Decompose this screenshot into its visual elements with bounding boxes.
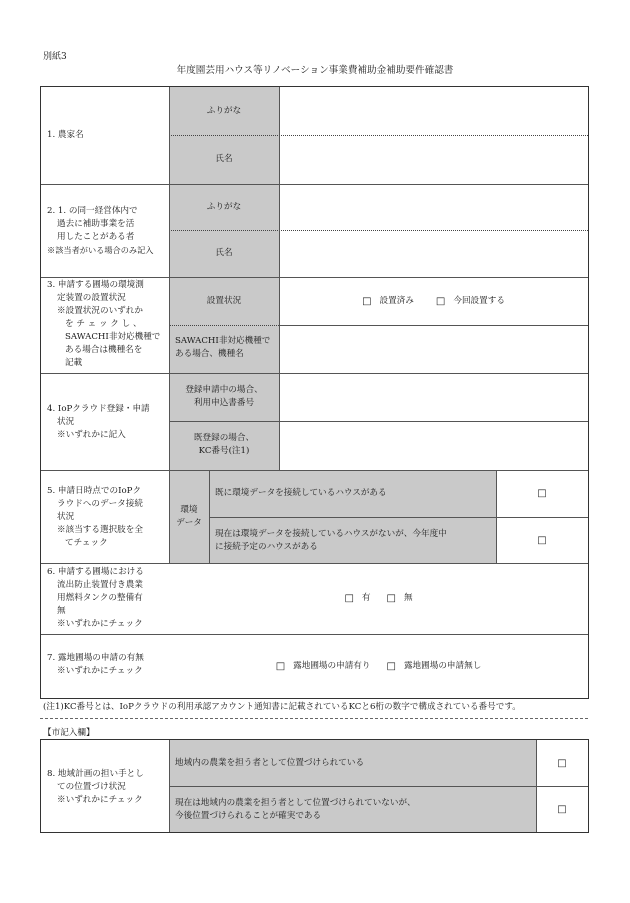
- r2-name-field[interactable]: [280, 231, 587, 276]
- r7-no-checkbox[interactable]: □: [386, 660, 396, 672]
- city-opt2-checkbox[interactable]: □: [557, 803, 567, 815]
- r2-furigana-field[interactable]: [280, 185, 587, 229]
- city-heading: 【市記入欄】: [43, 728, 95, 738]
- r6-options: [169, 563, 588, 634]
- city-opt1-label: 地域内の農業を担う者として位置づけられている: [175, 757, 365, 768]
- city-opt1-checkbox[interactable]: □: [557, 757, 567, 769]
- r3-label: 3. 申請する圃場の環境測 定装置の設置状況 ※設置状況のいずれか を チ ェ ッ ク し 、 SAWACHI非対応機種で ある場合は機種名を 記載: [47, 280, 161, 368]
- r3-install-now-label: 今回設置する: [453, 295, 505, 306]
- r3-status-options: [279, 277, 588, 325]
- city-label: 8. 地域計画の担い手とし ての位置づけ状況 ※いずれかにチェック: [47, 769, 144, 805]
- r6-label: 6. 申請する圃場における 流出防止装置付き農業 用燃料タンクの整備有 無 ※いずれかにチェック: [47, 567, 144, 629]
- r6-no-label: 無: [403, 593, 413, 603]
- r7-yes-checkbox[interactable]: □: [275, 660, 286, 672]
- r2-label: 2. 1. の同一経営体内で 過去に補助事業を活 用したことがある者 ※該当者がいる場合のみ記入: [47, 206, 154, 255]
- r5-env-label: 環境 データ: [176, 505, 202, 528]
- r3-install-now-checkbox[interactable]: □: [435, 295, 446, 307]
- r1-name-field[interactable]: [280, 136, 587, 183]
- r3-model-field[interactable]: [280, 326, 587, 372]
- r5-label: 5. 申請日時点でのIoPク ラウドへのデータ接続 状況 ※該当する選択肢を全 てチェック: [47, 486, 143, 548]
- r3-installed-label: 設置済み: [379, 295, 414, 306]
- divider: [40, 718, 588, 719]
- r1-label: 1. 農家名: [47, 130, 84, 140]
- r1-name-label: 氏名: [215, 154, 233, 164]
- r2-name-label: 氏名: [215, 248, 233, 258]
- r6-no-checkbox[interactable]: □: [386, 593, 396, 604]
- city-opt2-label: 現在は地域内の農業を担う者として位置づけられていないが、 今後位置づけられることが確実である: [175, 798, 416, 821]
- document-title: 年度園芸用ハウス等リノベーション事業費補助金補助要件確認書: [176, 65, 454, 76]
- city-form-table: [40, 739, 589, 833]
- r4-label: 4. IoPクラウド登録・申請 状況 ※いずれかに記入: [47, 404, 150, 440]
- r7-no-label: 露地圃場の申請無し: [403, 660, 482, 671]
- r4-registered-label: 既登録の場合、 KC番号(注1): [193, 433, 255, 456]
- r5-opt2-label: 現在は環境データを接続しているハウスがないが、今年度中 に接続予定のハウスがある: [215, 529, 447, 552]
- r7-yes-label: 露地圃場の申請有り: [293, 660, 371, 671]
- main-form-table: [40, 86, 589, 699]
- r4-applying-field[interactable]: [280, 374, 587, 420]
- r5-opt1-checkbox[interactable]: □: [537, 488, 547, 499]
- r6-yes-checkbox[interactable]: □: [344, 593, 354, 604]
- r3-status-label: 設置状況: [206, 295, 242, 306]
- r1-furigana-label: ふりがな: [206, 105, 242, 116]
- r3-installed-checkbox[interactable]: □: [362, 295, 372, 307]
- r7-options: [169, 634, 588, 698]
- r7-label: 7. 露地圃場の申請の有無 ※いずれかにチェック: [47, 653, 144, 676]
- doc-label: 別紙3: [43, 52, 67, 62]
- r3-model-label: SAWACHI非対応機種で ある場合、機種名: [175, 336, 271, 359]
- r4-applying-label: 登録申請中の場合、 利用申込書番号: [185, 385, 263, 408]
- r4-registered-field[interactable]: [280, 422, 587, 469]
- r1-furigana-field[interactable]: [280, 88, 587, 134]
- r2-furigana-label: ふりがな: [206, 201, 242, 212]
- r5-opt1-label: 既に環境データを接続しているハウスがある: [215, 488, 387, 498]
- r5-opt2-checkbox[interactable]: □: [537, 534, 547, 546]
- footnote: (注1)KC番号とは、IoPクラウドの利用承認アカウント通知書に記載されているKCと6桁の数字で構成されている番号です。: [43, 702, 521, 712]
- r6-yes-label: 有: [361, 593, 371, 603]
